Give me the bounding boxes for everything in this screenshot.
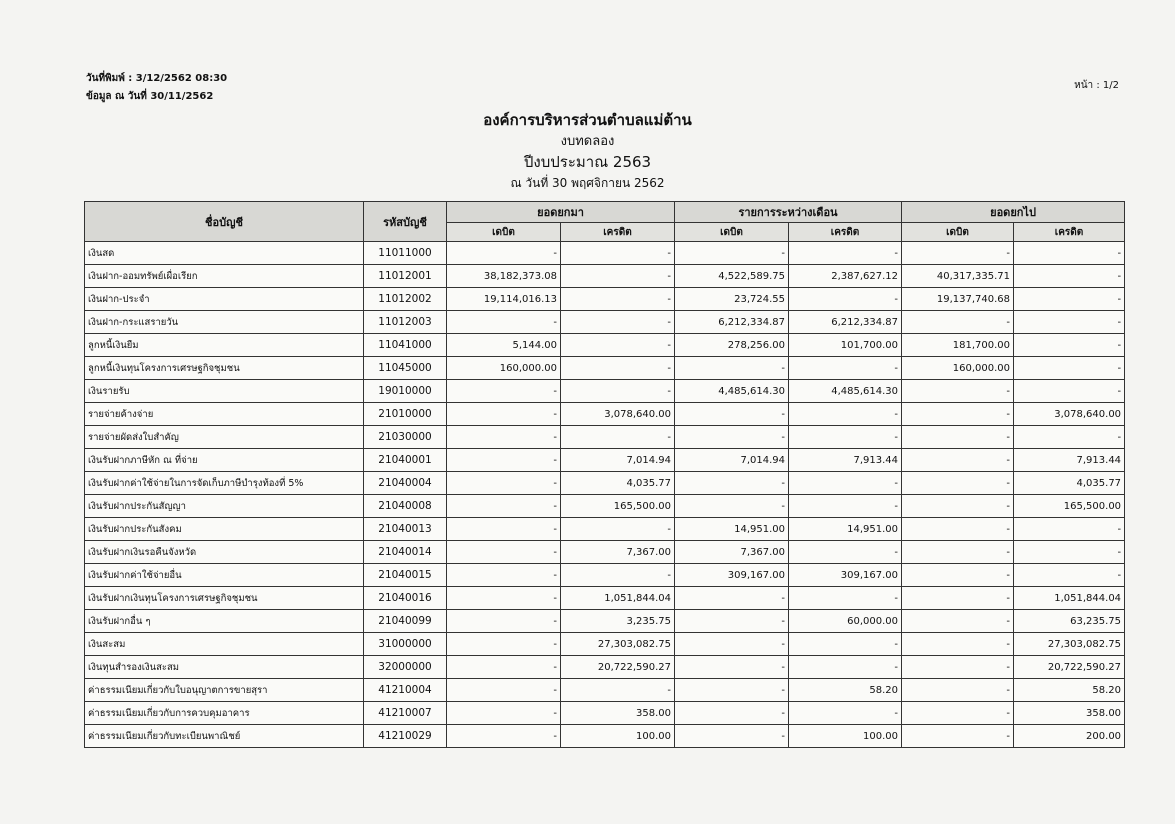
amount-cell: - [447,518,561,541]
amount-cell: - [675,725,789,748]
amount-cell: - [902,242,1014,265]
amount-cell: - [561,242,675,265]
amount-cell: - [902,610,1014,633]
amount-cell: 278,256.00 [675,334,789,357]
amount-cell: 20,722,590.27 [561,656,675,679]
amount-cell: 3,235.75 [561,610,675,633]
account-name-cell: ค่าธรรมเนียมเกี่ยวกับใบอนุญาตการขายสุรา [85,679,364,702]
amount-cell: - [447,633,561,656]
amount-cell: - [789,656,902,679]
amount-cell: - [447,610,561,633]
amount-cell: 27,303,082.75 [1014,633,1125,656]
amount-cell: - [1014,518,1125,541]
table-row [85,334,1125,357]
amount-cell: 6,212,334.87 [789,311,902,334]
account-code-cell: 21040014 [364,541,447,564]
account-code-cell: 21040015 [364,564,447,587]
amount-cell: - [1014,288,1125,311]
amount-cell: - [447,725,561,748]
account-code-cell: 11045000 [364,357,447,380]
account-name-cell: เงินฝาก-กระแสรายวัน [85,311,364,334]
amount-cell: 6,212,334.87 [675,311,789,334]
table-row [85,265,1125,288]
amount-cell: 165,500.00 [561,495,675,518]
account-code-cell: 21040016 [364,587,447,610]
amount-cell: 100.00 [561,725,675,748]
table-row [85,610,1125,633]
account-name-cell: เงินรับฝากค่าใช้จ่ายอื่น [85,564,364,587]
account-name-cell: เงินรับฝากเงินทุนโครงการเศรษฐกิจชุมชน [85,587,364,610]
amount-cell: - [675,702,789,725]
header-credit: เครดิต [789,223,902,242]
header-credit: เครดิต [561,223,675,242]
account-code-cell: 11012001 [364,265,447,288]
amount-cell: - [561,288,675,311]
table-row [85,702,1125,725]
amount-cell: 181,700.00 [902,334,1014,357]
amount-cell: - [902,426,1014,449]
account-code-cell: 31000000 [364,633,447,656]
amount-cell: - [789,426,902,449]
amount-cell: - [1014,564,1125,587]
account-name-cell: ลูกหนี้เงินทุนโครงการเศรษฐกิจชุมชน [85,357,364,380]
amount-cell: 7,367.00 [561,541,675,564]
account-code-cell: 21040099 [364,610,447,633]
amount-cell: 4,485,614.30 [789,380,902,403]
amount-cell: 1,051,844.04 [561,587,675,610]
account-code-cell: 21040013 [364,518,447,541]
amount-cell: - [675,472,789,495]
table-row [85,242,1125,265]
table-row [85,426,1125,449]
table-row [85,541,1125,564]
amount-cell: - [675,403,789,426]
amount-cell: 5,144.00 [447,334,561,357]
account-name-cell: เงินรับฝากภาษีหัก ณ ที่จ่าย [85,449,364,472]
account-name-cell: เงินสด [85,242,364,265]
amount-cell: - [447,472,561,495]
amount-cell: 309,167.00 [675,564,789,587]
account-name-cell: เงินรับฝากประกันสังคม [85,518,364,541]
amount-cell: - [447,679,561,702]
amount-cell: - [789,242,902,265]
account-name-cell: ค่าธรรมเนียมเกี่ยวกับการควบคุมอาคาร [85,702,364,725]
table-row [85,357,1125,380]
amount-cell: - [902,403,1014,426]
amount-cell: - [1014,357,1125,380]
account-name-cell: เงินรับฝากประกันสัญญา [85,495,364,518]
amount-cell: - [902,587,1014,610]
account-code-cell: 21010000 [364,403,447,426]
amount-cell: - [447,242,561,265]
header-carried-forward: ยอดยกไป [902,202,1125,223]
header-during-month: รายการระหว่างเดือน [675,202,902,223]
amount-cell: - [561,426,675,449]
account-name-cell: เงินสะสม [85,633,364,656]
amount-cell: - [561,334,675,357]
amount-cell: 63,235.75 [1014,610,1125,633]
account-name-cell: เงินรับฝากค่าใช้จ่ายในการจัดเก็บภาษีบำรุงท้องที่ 5% [85,472,364,495]
amount-cell: 358.00 [561,702,675,725]
amount-cell: - [447,702,561,725]
amount-cell: - [902,380,1014,403]
amount-cell: - [447,587,561,610]
amount-cell: 3,078,640.00 [561,403,675,426]
amount-cell: - [561,357,675,380]
account-code-cell: 11012002 [364,288,447,311]
account-code-cell: 21040008 [364,495,447,518]
account-code-cell: 32000000 [364,656,447,679]
amount-cell: - [789,288,902,311]
amount-cell: - [789,541,902,564]
amount-cell: - [902,518,1014,541]
amount-cell: 160,000.00 [447,357,561,380]
table-row [85,380,1125,403]
amount-cell: - [675,357,789,380]
amount-cell: 19,114,016.13 [447,288,561,311]
amount-cell: - [675,587,789,610]
amount-cell: 4,522,589.75 [675,265,789,288]
amount-cell: - [1014,541,1125,564]
table-row [85,725,1125,748]
amount-cell: 60,000.00 [789,610,902,633]
amount-cell: 14,951.00 [675,518,789,541]
amount-cell: - [789,633,902,656]
table-row [85,633,1125,656]
amount-cell: - [1014,265,1125,288]
amount-cell: - [447,380,561,403]
table-row [85,495,1125,518]
account-code-cell: 21040004 [364,472,447,495]
amount-cell: - [902,702,1014,725]
amount-cell: 4,485,614.30 [675,380,789,403]
report-titles [0,110,1175,194]
amount-cell: 200.00 [1014,725,1125,748]
amount-cell: 20,722,590.27 [1014,656,1125,679]
org-name: องค์การบริหารส่วนตำบลแม่ต้าน [483,111,692,129]
account-name-cell: เงินรายรับ [85,380,364,403]
header-account-name: ชื่อบัญชี [85,202,364,242]
amount-cell: 7,014.94 [561,449,675,472]
amount-cell: 4,035.77 [561,472,675,495]
amount-cell: 58.20 [1014,679,1125,702]
amount-cell: - [1014,380,1125,403]
amount-cell: - [902,449,1014,472]
report-name: งบทดลอง [560,134,615,149]
table-row [85,472,1125,495]
trial-balance-table [84,201,1125,748]
amount-cell: - [1014,334,1125,357]
amount-cell: 7,367.00 [675,541,789,564]
amount-cell: - [789,472,902,495]
amount-cell: - [447,449,561,472]
table-row [85,449,1125,472]
amount-cell: - [447,311,561,334]
amount-cell: - [789,357,902,380]
amount-cell: - [675,679,789,702]
table-row [85,403,1125,426]
amount-cell: - [447,426,561,449]
account-code-cell: 11011000 [364,242,447,265]
account-name-cell: เงินฝาก-ประจำ [85,288,364,311]
account-code-cell: 41210004 [364,679,447,702]
account-name-cell: เงินรับฝากอื่น ๆ [85,610,364,633]
header-debit: เดบิต [675,223,789,242]
amount-cell: 160,000.00 [902,357,1014,380]
amount-cell: - [447,656,561,679]
amount-cell: - [447,495,561,518]
table-row [85,679,1125,702]
amount-cell: - [902,725,1014,748]
amount-cell: - [447,403,561,426]
amount-cell: 2,387,627.12 [789,265,902,288]
table-body [85,242,1125,748]
amount-cell: - [902,679,1014,702]
amount-cell: - [561,564,675,587]
amount-cell: - [902,495,1014,518]
amount-cell: 7,913.44 [789,449,902,472]
amount-cell: - [902,311,1014,334]
account-name-cell: รายจ่ายค้างจ่าย [85,403,364,426]
account-name-cell: เงินรับฝากเงินรอคืนจังหวัด [85,541,364,564]
as-of-date: ณ วันที่ 30 พฤศจิกายน 2562 [510,176,665,190]
amount-cell: 101,700.00 [789,334,902,357]
amount-cell: - [561,518,675,541]
amount-cell: - [789,495,902,518]
amount-cell: - [561,679,675,702]
amount-cell: 1,051,844.04 [1014,587,1125,610]
amount-cell: - [902,633,1014,656]
amount-cell: - [675,495,789,518]
amount-cell: - [902,472,1014,495]
amount-cell: - [902,541,1014,564]
amount-cell: - [561,311,675,334]
table-row [85,311,1125,334]
amount-cell: - [675,242,789,265]
account-code-cell: 11041000 [364,334,447,357]
account-name-cell: ค่าธรรมเนียมเกี่ยวกับทะเบียนพาณิชย์ [85,725,364,748]
report-meta [86,70,227,106]
amount-cell: 23,724.55 [675,288,789,311]
amount-cell: - [789,403,902,426]
amount-cell: - [1014,426,1125,449]
amount-cell: - [561,265,675,288]
amount-cell: - [675,633,789,656]
amount-cell: 3,078,640.00 [1014,403,1125,426]
amount-cell: 58.20 [789,679,902,702]
account-name-cell: เงินฝาก-ออมทรัพย์เผื่อเรียก [85,265,364,288]
amount-cell: 100.00 [789,725,902,748]
amount-cell: 7,913.44 [1014,449,1125,472]
table-row [85,564,1125,587]
data-as-of: ข้อมูล ณ วันที่ 30/11/2562 [86,91,214,102]
header-debit: เดบิต [902,223,1014,242]
amount-cell: 7,014.94 [675,449,789,472]
print-date: วันที่พิมพ์ : 3/12/2562 08:30 [86,73,228,84]
amount-cell: 358.00 [1014,702,1125,725]
table-row [85,518,1125,541]
table-row [85,288,1125,311]
amount-cell: 27,303,082.75 [561,633,675,656]
account-name-cell: ลูกหนี้เงินยืม [85,334,364,357]
amount-cell: - [1014,311,1125,334]
account-code-cell: 41210029 [364,725,447,748]
account-name-cell: รายจ่ายผัดส่งใบสำคัญ [85,426,364,449]
account-code-cell: 19010000 [364,380,447,403]
header-brought-forward: ยอดยกมา [447,202,675,223]
amount-cell: 40,317,335.71 [902,265,1014,288]
amount-cell: 38,182,373.08 [447,265,561,288]
amount-cell: 309,167.00 [789,564,902,587]
amount-cell: - [789,587,902,610]
account-code-cell: 21040001 [364,449,447,472]
account-name-cell: เงินทุนสำรองเงินสะสม [85,656,364,679]
amount-cell: - [1014,242,1125,265]
amount-cell: - [675,426,789,449]
account-code-cell: 41210007 [364,702,447,725]
account-code-cell: 21030000 [364,426,447,449]
table-row [85,587,1125,610]
amount-cell: - [902,564,1014,587]
amount-cell: - [789,702,902,725]
amount-cell: 14,951.00 [789,518,902,541]
header-account-code: รหัสบัญชี [364,202,447,242]
account-code-cell: 11012003 [364,311,447,334]
amount-cell: 19,137,740.68 [902,288,1014,311]
amount-cell: - [447,564,561,587]
amount-cell: 4,035.77 [1014,472,1125,495]
amount-cell: 165,500.00 [1014,495,1125,518]
page-number: หน้า : 1/2 [1074,80,1119,91]
fiscal-year: ปีงบประมาณ 2563 [523,153,652,171]
amount-cell: - [675,610,789,633]
header-debit: เดบิต [447,223,561,242]
amount-cell: - [447,541,561,564]
amount-cell: - [561,380,675,403]
amount-cell: - [902,656,1014,679]
amount-cell: - [675,656,789,679]
table-row [85,656,1125,679]
header-credit: เครดิต [1014,223,1125,242]
